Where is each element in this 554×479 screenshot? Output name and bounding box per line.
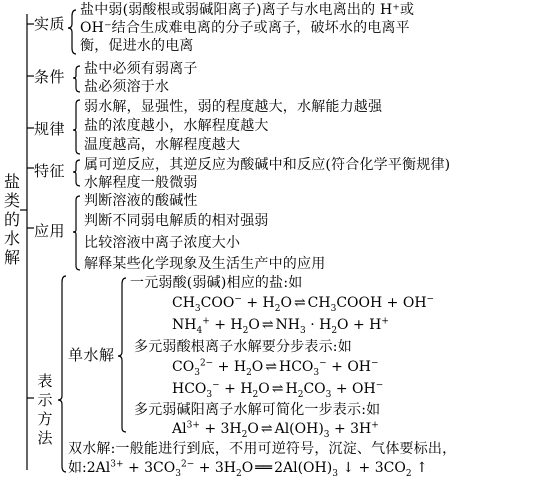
equation-bicarbonate-left: $HCO_3^- + H_2O$ [172, 380, 270, 400]
features-label: 特征 [34, 162, 66, 180]
equation-ammonium [172, 316, 389, 334]
equation-bicarbonate-right: $H_2CO_3 + OH^-$ [285, 380, 384, 400]
features-line-2: 水解程度一般微弱 [84, 175, 198, 191]
polybasic-intro: 多元弱酸根离子水解要分步表示:如 [134, 339, 352, 355]
essence-label: 实质 [34, 15, 66, 33]
equation-double-right: $2Al(OH)_3$ ↓ + $3CO_2$ ↑ [274, 460, 428, 479]
reversible-arrow-2: ⇌ [261, 317, 274, 333]
reversible-arrow-5: ⇌ [260, 421, 273, 437]
reversible-arrow-4: ⇌ [271, 381, 284, 397]
representation-label: 表示方法 [37, 372, 53, 447]
monobasic-intro: 一元弱酸(弱碱)相应的盐:如 [130, 275, 303, 291]
rules-label: 规律 [34, 120, 66, 138]
reversible-arrow-1: ⇌ [293, 295, 306, 311]
rules-line-3: 温度越高，水解程度越大 [84, 137, 241, 153]
applications-line-3: 比较溶液中离子浓度大小 [84, 235, 241, 251]
applications-line-4: 解释某些化学现象及生活生产中的应用 [84, 256, 326, 272]
essence-line-3: 衡，促进水的电离 [80, 38, 194, 54]
equation-ammonium-left: $NH_4^+ + H_2O$ [172, 316, 260, 336]
complete-arrow: ══ [255, 460, 273, 476]
features-line-1: 属可逆反应，其逆反应为酸碱中和反应(符合化学平衡规律) [84, 157, 451, 173]
equation-bicarbonate [172, 380, 383, 398]
reversible-arrow-3: ⇌ [265, 359, 278, 375]
equation-acetate-left: $CH_3COO^- + H_2O$ [172, 294, 292, 314]
equation-carbonate [172, 358, 379, 376]
single-hydrolysis-label: 单水解 [68, 346, 115, 364]
double-hydrolysis-line-1: 双水解:一般能进行到底，不用可逆符号，沉淀、气体要标出， [68, 441, 457, 457]
equation-double-left: $2Al^{3+} + 3CO_3^{2-} + 3H_2O$ [86, 459, 254, 479]
equation-double-hydrolysis [68, 459, 428, 477]
rules-line-2: 盐的浓度越小，水解程度越大 [84, 118, 269, 134]
polyacidic-base-intro: 多元弱碱阳离子水解可简化一步表示:如 [134, 402, 381, 418]
essence-line-1: 盐中弱(弱酸根或弱碱阳离子)离子与水电离出的 H⁺或 [80, 2, 415, 18]
conditions-label: 条件 [34, 68, 66, 86]
root-title: 盐类的水解 [3, 172, 20, 267]
equation-aluminum [172, 420, 379, 438]
rules-line-1: 弱水解，显强性，弱的程度越大，水解能力越强 [84, 99, 383, 115]
equation-acetate [172, 294, 434, 312]
conditions-line-1: 盐中必须有弱离子 [84, 61, 198, 77]
essence-line-2: OH⁻结合生成难电离的分子或离子，破坏水的电离平 [80, 20, 410, 36]
equation-carbonate-left: $CO_3^{2-} + H_2O$ [172, 358, 264, 378]
double-hydrolysis-prefix: 如: [68, 460, 87, 476]
applications-line-1: 判断溶液的酸碱性 [84, 193, 198, 209]
equation-ammonium-right: $NH_3 \cdot H_2O + H^+$ [275, 316, 389, 336]
equation-carbonate-right: $HCO_3^- + OH^-$ [279, 358, 379, 378]
conditions-line-2: 盐必须溶于水 [84, 79, 170, 95]
equation-acetate-right: $CH_3COOH + OH^-$ [307, 294, 435, 314]
applications-line-2: 判断不同弱电解质的相对强弱 [84, 213, 269, 229]
equation-aluminum-left: $Al^{3+} + 3H_2O$ [172, 420, 259, 440]
applications-label: 应用 [34, 222, 66, 240]
equation-aluminum-right: $Al(OH)_3 + 3H^+$ [274, 420, 379, 440]
